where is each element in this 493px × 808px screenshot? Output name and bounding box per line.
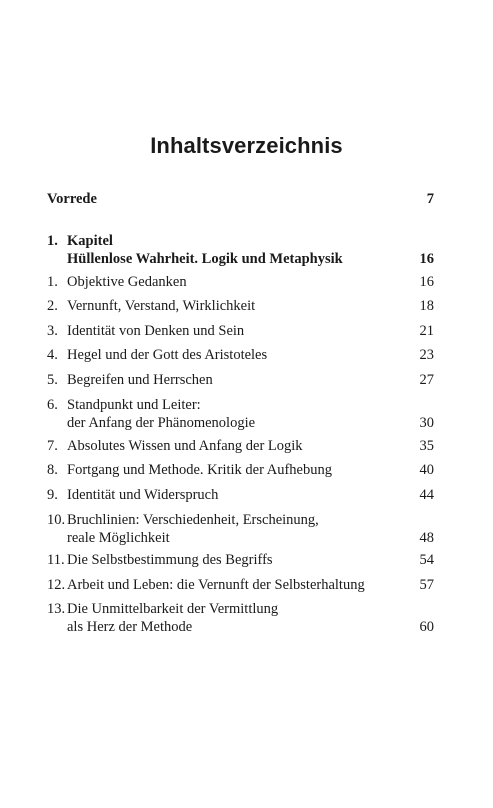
entry-title: Bruchlinien: Verschiedenheit, Erscheinung, xyxy=(67,512,319,528)
entry-number: 6. xyxy=(47,397,58,413)
entry-number: 5. xyxy=(47,372,58,388)
entry-number: 10. xyxy=(47,512,66,528)
entry-number: 8. xyxy=(47,462,58,478)
entry-number: 11. xyxy=(47,552,65,568)
chapter-number: 1. xyxy=(47,233,58,249)
entry-title: Identität und Widerspruch xyxy=(67,487,219,503)
entry-title: Arbeit und Leben: die Vernunft der Selbsterhaltung xyxy=(67,577,365,593)
entry-title: Hegel und der Gott des Aristoteles xyxy=(67,347,268,363)
entry-title: Die Selbstbestimmung des Begriffs xyxy=(67,552,273,568)
chapter-subtitle: Hüllenlose Wahrheit. Logik und Metaphysik xyxy=(67,251,343,267)
entry-page: 23 xyxy=(419,347,434,363)
entry-number: 13. xyxy=(47,601,66,617)
entry-page: 60 xyxy=(419,619,434,635)
entry-number: 3. xyxy=(47,323,58,339)
entry-title: Absolutes Wissen und Anfang der Logik xyxy=(67,438,303,454)
entry-title-continued: der Anfang der Phänomenologie xyxy=(67,415,256,431)
entry-page: 35 xyxy=(419,438,434,454)
entry-number: 9. xyxy=(47,487,58,503)
entry-page: 27 xyxy=(419,372,434,388)
entry-number: 2. xyxy=(47,298,58,314)
entry-title: Identität von Denken und Sein xyxy=(67,323,245,339)
preface-label: Vorrede xyxy=(47,191,97,207)
entry-title-continued: als Herz der Methode xyxy=(67,619,193,635)
entry-title: Die Unmittelbarkeit der Vermittlung xyxy=(67,601,279,617)
entry-title: Fortgang und Methode. Kritik der Aufhebung xyxy=(67,462,332,478)
entry-title: Begreifen und Herrschen xyxy=(67,372,213,388)
entry-page: 44 xyxy=(419,487,434,503)
entry-page: 40 xyxy=(419,462,434,478)
preface-page: 7 xyxy=(426,191,434,207)
entry-page: 16 xyxy=(419,274,434,290)
entry-number: 7. xyxy=(47,438,58,454)
entry-number: 1. xyxy=(47,274,58,290)
page-title: Inhaltsverzeichnis xyxy=(150,133,343,158)
entry-title: Vernunft, Verstand, Wirklichkeit xyxy=(67,298,256,314)
entry-page: 54 xyxy=(419,552,434,568)
entry-page: 57 xyxy=(419,577,434,593)
entry-number: 4. xyxy=(47,347,58,363)
entry-title: Objektive Gedanken xyxy=(67,274,187,290)
entry-page: 18 xyxy=(419,298,434,314)
entry-page: 21 xyxy=(419,323,434,339)
entry-title: Standpunkt und Leiter: xyxy=(67,397,201,413)
chapter-label: Kapitel xyxy=(67,233,113,249)
chapter-page: 16 xyxy=(419,251,434,267)
entry-page: 30 xyxy=(419,415,434,431)
entry-page: 48 xyxy=(419,530,434,546)
entry-title-continued: reale Möglichkeit xyxy=(67,530,170,546)
entry-number: 12. xyxy=(47,577,66,593)
